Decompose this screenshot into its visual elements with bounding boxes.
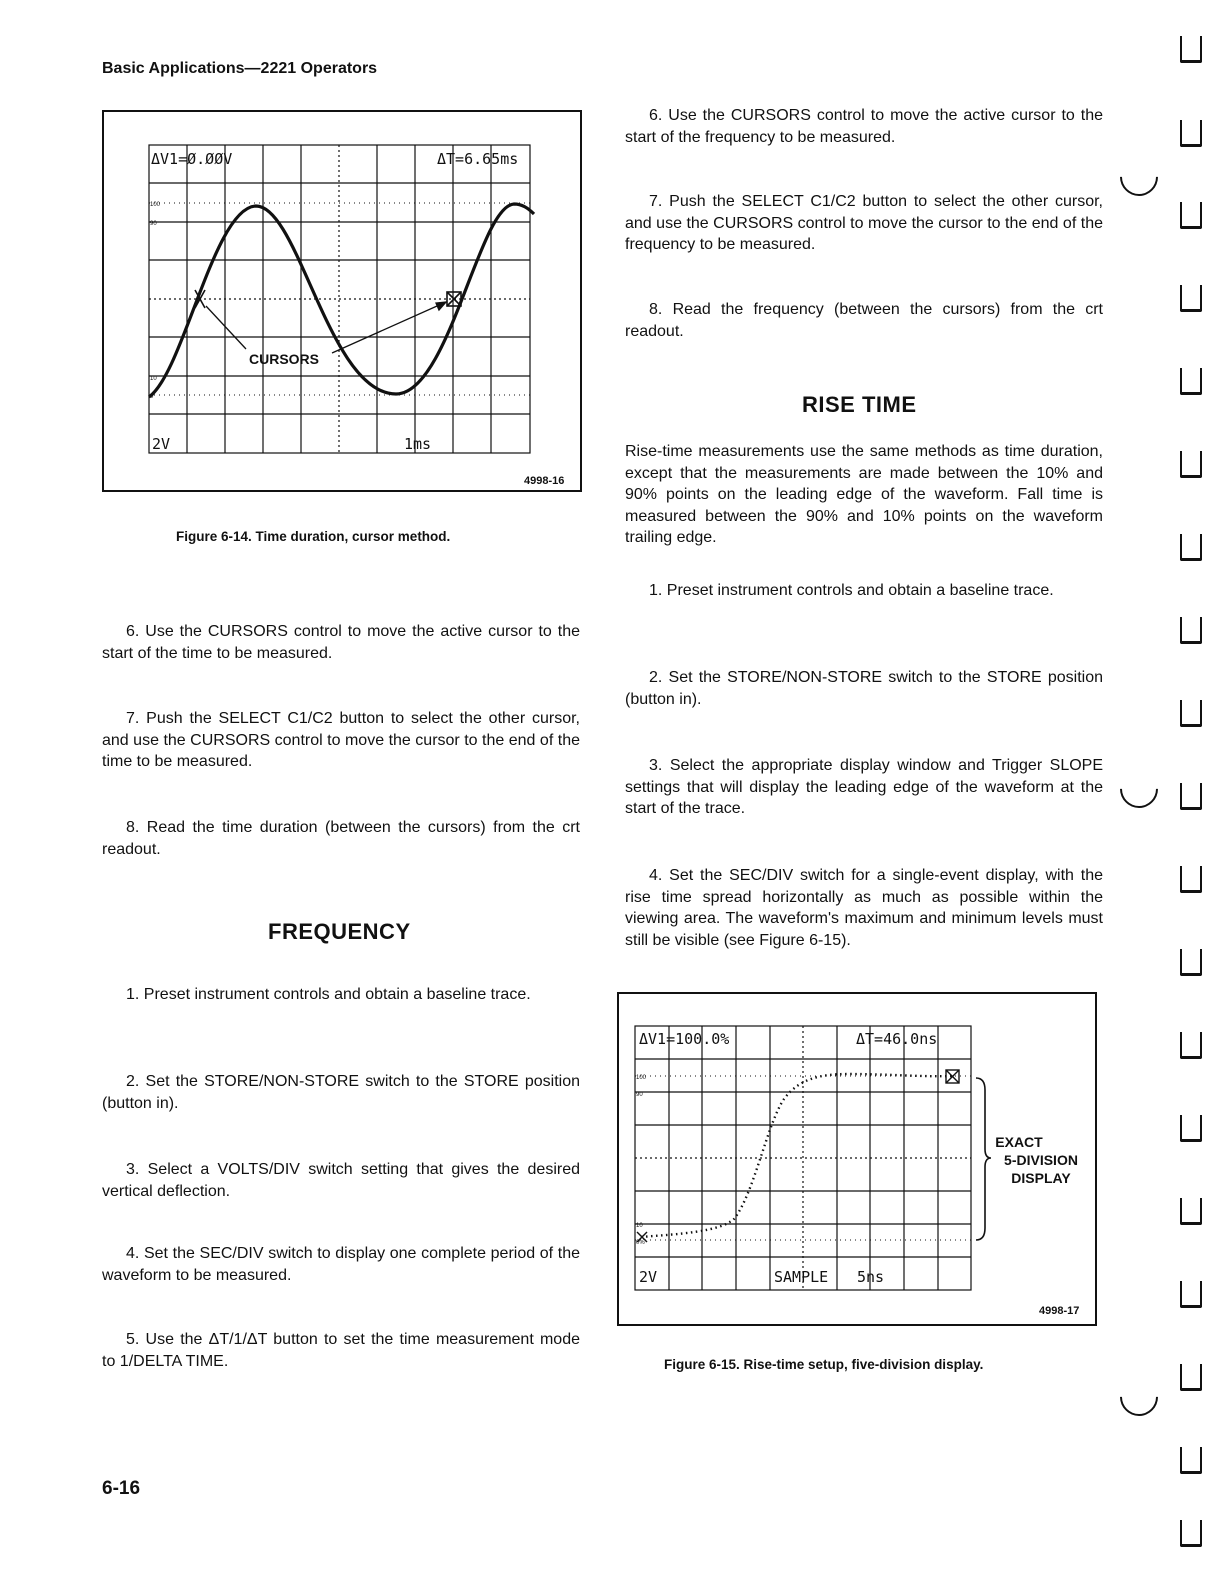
scale-0: 0 — [150, 394, 154, 400]
left-step-7: 7. Push the SELECT C1/C2 button to select the other cursor, and use the CURSORS control to move the cursor to the end of the time to be measured. — [102, 710, 580, 770]
scope-readout-dt-2: ΔT=46.0ns — [856, 1030, 938, 1048]
page-number: 6-16 — [102, 1478, 141, 1499]
frequency-step-1: 1. Preset instrument controls and obtain a baseline trace. — [126, 986, 531, 1003]
rise-time-heading: RISE TIME — [802, 392, 917, 417]
scale-0-2: 0% — [636, 1240, 645, 1246]
scale-10-2: 10 — [636, 1223, 643, 1229]
frequency-step-3: 3. Select a VOLTS/DIV switch setting that gives the desired vertical deflection. — [102, 1161, 580, 1200]
frequency-heading: FREQUENCY — [268, 919, 411, 944]
cursor-arrow-right — [332, 302, 446, 353]
scope-readout-dt: ΔT=6.65ms — [437, 150, 519, 168]
scale-100: 100 — [150, 202, 161, 208]
rise-step-1: 1. Preset instrument controls and obtain a baseline trace. — [649, 582, 1054, 599]
frequency-step-8: 8. Read the frequency (between the cursors) from the crt readout. — [625, 301, 1103, 340]
figure-6-14-scope — [104, 112, 580, 490]
scale-10: 10 — [150, 376, 157, 382]
frequency-step-7: 7. Push the SELECT C1/C2 button to select the other cursor, and use the CURSORS control to move the cursor to the end of the frequency to be measured. — [625, 193, 1103, 253]
left-step-8: 8. Read the time duration (between the cursors) from the crt readout. — [102, 819, 580, 858]
five-division-bracket — [976, 1078, 991, 1240]
scale-100-2: 100 — [636, 1075, 647, 1081]
scope-sec-div: 1ms — [404, 435, 432, 453]
figure-6-15-scope — [619, 994, 1095, 1324]
figure-6-14 — [102, 110, 582, 492]
scope-sec-div-2: 5ns — [857, 1268, 885, 1286]
rise-step-2: 2. Set the STORE/NON-STORE switch to the STORE position (button in). — [625, 669, 1103, 708]
cursor-arrow-left — [206, 306, 246, 349]
frequency-step-6: 6. Use the CURSORS control to move the active cursor to the start of the frequency to be measured. — [625, 107, 1103, 146]
cursors-label: CURSORS — [249, 351, 320, 367]
frequency-step-4: 4. Set the SEC/DIV switch to display one complete period of the waveform to be measured. — [102, 1245, 580, 1284]
scope-mode: SAMPLE — [774, 1268, 829, 1286]
figure-6-15-caption: Figure 6-15. Rise-time setup, five-division display. — [664, 1357, 984, 1372]
figure-6-14-caption: Figure 6-14. Time duration, cursor method. — [176, 529, 451, 544]
rise-step-3: 3. Select the appropriate display window and Trigger SLOPE settings that will display the leading edge of the waveform at the start of the trace. — [625, 757, 1103, 817]
rise-waveform — [641, 1074, 953, 1237]
figure-6-15 — [617, 992, 1097, 1326]
figure-6-15-id: 4998-17 — [1039, 1305, 1080, 1317]
scope-volts-div-2: 2V — [639, 1268, 658, 1286]
sine-waveform — [149, 204, 534, 397]
rise-step-4: 4. Set the SEC/DIV switch for a single-event display, with the rise time spread horizontally as much as possible within the viewing area. The waveform's maximum and minimum levels must still be visible (see Figure 6-15). — [625, 867, 1103, 949]
figure-6-14-id: 4998-16 — [524, 475, 565, 487]
scope-volts-div: 2V — [152, 435, 171, 453]
frequency-step-5: 5. Use the ΔT/1/ΔT button to set the time measurement mode to 1/DELTA TIME. — [102, 1331, 580, 1370]
frequency-step-2: 2. Set the STORE/NON-STORE switch to the STORE position (button in). — [102, 1073, 580, 1112]
annotation-exact: EXACT — [995, 1134, 1043, 1150]
left-step-6: 6. Use the CURSORS control to move the active cursor to the start of the time to be measured. — [102, 623, 580, 662]
annotation-five-division: 5-DIVISION — [1004, 1152, 1078, 1168]
annotation-display: DISPLAY — [1011, 1170, 1071, 1186]
scale-90: 90 — [150, 221, 157, 227]
scope-readout-dv-2: ΔV1=100.0% — [639, 1030, 730, 1048]
rise-time-intro: Rise-time measurements use the same methods as time duration, except that the measurements are made between the 10% and 90% points on the leading edge of the waveform. Fall time is measured between the 90% and 10% points on the waveform trailing edge. — [625, 443, 1103, 546]
scope-readout-dv: ΔV1=Ø.ØØV — [151, 150, 233, 168]
scale-90-2: 90 — [636, 1092, 643, 1098]
page-header: Basic Applications—2221 Operators — [102, 60, 378, 77]
